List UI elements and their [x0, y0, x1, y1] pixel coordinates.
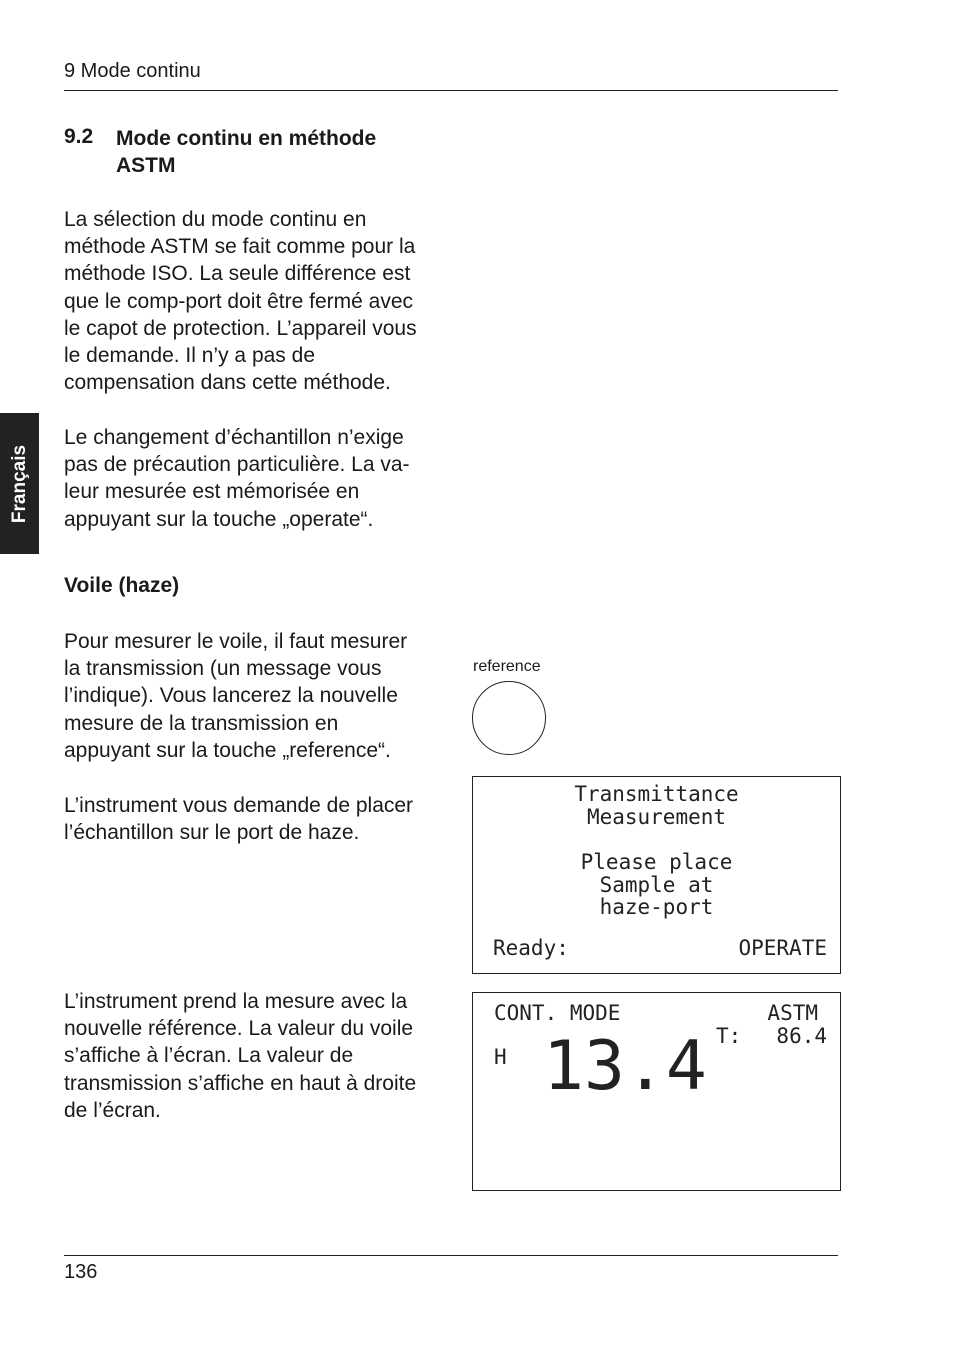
paragraph-result: [64, 988, 464, 1124]
text-line: la transmission (un message vous: [64, 657, 382, 681]
text-line: appuyant sur la touche „reference“.: [64, 738, 391, 762]
subheading-haze: Voile (haze): [64, 574, 180, 597]
text-line: pas de précaution particulière. La va-: [64, 453, 410, 477]
text-line: compensation dans cette méthode.: [64, 371, 391, 395]
text-line: appuyant sur la touche „operate“.: [64, 507, 374, 531]
display-line: haze-port: [599, 895, 714, 919]
text-line: que le comp-port doit être fermé avec: [64, 289, 414, 313]
chapter-header: 9 Mode continu: [64, 60, 201, 82]
text-line: de l’écran.: [64, 1098, 161, 1122]
text-line: s’affiche à l’écran. La valeur de: [64, 1044, 354, 1068]
text-line: La sélection du mode continu en: [64, 208, 367, 231]
display-status-operate: OPERATE: [738, 936, 827, 960]
display-line: Measurement: [586, 805, 727, 829]
text-line: mesure de la transmission en: [64, 711, 339, 735]
header-rule: [64, 90, 838, 91]
text-line: méthode ISO. La seule différence est: [64, 262, 411, 286]
display-transmission-label: T:: [716, 1024, 742, 1048]
instrument-display-transmittance: [472, 776, 841, 974]
text-line: l’indique). Vous lancerez la nouvelle: [64, 684, 398, 708]
text-line: l’échantillon sur le port de haze.: [64, 821, 360, 845]
language-tab: [0, 413, 39, 554]
text-line: nouvelle référence. La valeur du voile: [64, 1017, 414, 1041]
footer-rule: [64, 1255, 838, 1256]
text-line: méthode ASTM se fait comme pour la: [64, 235, 416, 259]
text-line: le capot de protection. L’appareil vous: [64, 316, 417, 340]
display-haze-label: H: [494, 1045, 507, 1069]
text-line: leur mesurée est mémorisée en: [64, 480, 360, 504]
display-line: Please place: [580, 850, 733, 874]
reference-key-label: reference: [473, 658, 541, 675]
text-line: L’instrument prend la mesure avec la: [64, 990, 408, 1013]
display-transmission-value: 86.4: [776, 1024, 827, 1048]
language-tab-label: Français: [8, 444, 30, 523]
display-line: Sample at: [599, 873, 714, 897]
paragraph-place-sample: [64, 792, 464, 846]
paragraph-astm-selection: [64, 206, 464, 396]
display-haze-value: 13.4: [543, 1027, 707, 1106]
section-title: [116, 125, 456, 179]
section-title-line2: ASTM: [116, 154, 176, 177]
text-line: L’instrument vous demande de placer: [64, 794, 414, 817]
paragraph-haze-measure: [64, 628, 464, 764]
page-number: 136: [64, 1261, 98, 1283]
section-number: 9.2: [64, 125, 94, 148]
reference-key-button[interactable]: [472, 681, 546, 755]
display-mode-label: CONT. MODE: [494, 1001, 621, 1025]
display-status-ready: Ready:: [493, 936, 569, 960]
section-title-line1: Mode continu en méthode: [116, 127, 377, 150]
text-line: Pour mesurer le voile, il faut mesurer: [64, 630, 408, 653]
instrument-display-cont-mode: [472, 992, 841, 1191]
paragraph-sample-change: [64, 424, 464, 533]
display-method-label: ASTM: [767, 1001, 818, 1025]
text-line: transmission s’affiche en haut à droite: [64, 1071, 417, 1095]
text-line: Le changement d’échantillon n’exige: [64, 426, 404, 449]
text-line: le demande. Il n’y a pas de: [64, 344, 315, 368]
display-line: Transmittance: [574, 782, 739, 806]
